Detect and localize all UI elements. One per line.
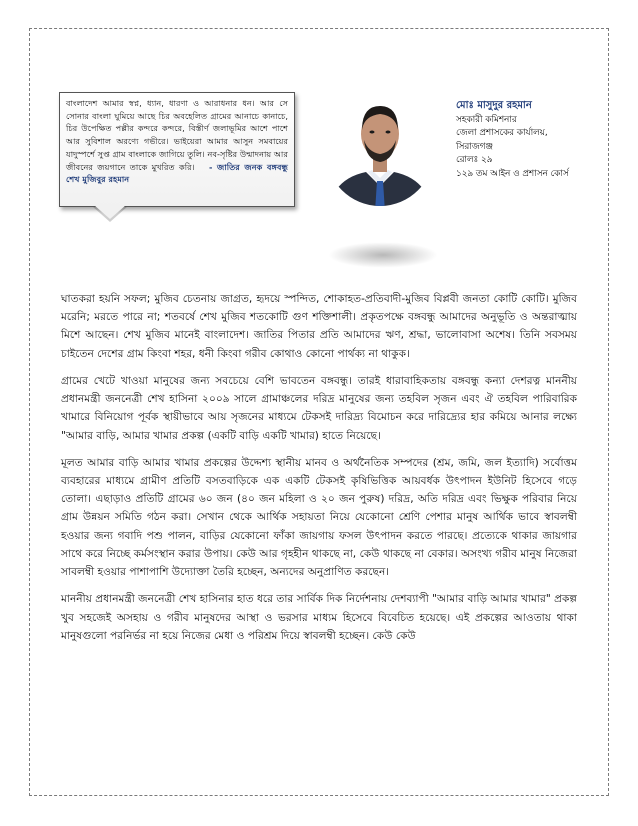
author-roll: রোলঃ ২৯ bbox=[456, 155, 493, 166]
author-bio bbox=[456, 98, 606, 182]
author-title: সহকারী কমিশনার bbox=[456, 114, 517, 125]
author-course: ১২৯ তম আইন ও প্রশাসন কোর্স bbox=[456, 169, 569, 179]
author-office: জেলা প্রশাসকের কার্যালয়, bbox=[456, 128, 548, 139]
quote-text: বাংলাদেশ আমার স্বপ্ন, ধ্যান, ধারণা ও আরাধনার ধন। আর সে সোনার বাংলা ঘুমিয়ে আছে চির অবহেলিত গ্রামের আনাচে কানাচে, চির উপেক্ষিত পল্লীর কন্দরে কন্দরে, বিস্তীর্ণ জলাভূমির আশে পাশে আর সুবিশাল অরণ্যে গভীরে। ভাইয়েরা আমার আসুন সমবায়ের যাদুস্পর্শে সুপ্ত গ্রাম বাংলাকে জাগিয়ে তুলি। নব-সৃষ্টির উন্মাদনায় আর জীবনের জয়গানে তাকে মুখরিত করি। bbox=[66, 98, 288, 172]
author-district: সিরাজগঞ্জ bbox=[456, 141, 493, 152]
quote-callout-tail-inner bbox=[94, 205, 126, 219]
quote-callout bbox=[59, 92, 295, 207]
author-name: মোঃ মাসুদুর রহমান bbox=[456, 100, 532, 111]
paragraph: মূলত আমার বাড়ি আমার খামার প্রকল্পের উদ্দেশ্য স্থানীয় মানব ও অর্থনৈতিক সম্পদের (শ্রম, জমি, জল ইত্যাদি) সর্বোত্তম ব্যবহারের মাধ্যমে গ্রামীণ প্রতিটি বসতবাড়িকে এক একটি টেকসই কৃষিভিত্তিক আয়বর্ধক উৎপাদন ইউনিট হিসেবে গড়ে তোলা। এছাড়াও প্রতিটি গ্রামের ৬০ জন (৪০ জন মহিলা ও ২০ জন পুরুষ) দরিদ্র, অতি দরিদ্র এবং ভিক্ষুক পরিবার নিয়ে গ্রাম উন্নয়ন সমিতি গঠন করা। সেখান থেকে আর্থিক সহায়তা নিয়ে যেকোনো শ্রেণি পেশার মানুষ আর্থিক ভাবে স্বাবলম্বী হওয়ার জন্য গবাদি পশু পালন, বাড়ির যেকোনো ফাঁকা জায়গায় ফসল উৎপাদন করতে পারছে। প্রত্যেকে থাকার জায়গার সাথে করে নিচ্ছে কর্মসংস্থান করার উপায়। কেউ আর গৃহহীন থাকছে না, কেউ থাকছে না বেকার। অসংখ্য গরীব মানুষ নিজেরা সাবলম্বী হওয়ার পাশাপাশি উদ্যোক্তা তৈরি হচ্ছেন, অন্যদের অনুপ্রাণিত করছেন। bbox=[61, 456, 577, 579]
photo-shadow bbox=[328, 242, 438, 268]
paragraph: ঘাতকরা হয়নি সফল; মুজিব চেতনায় জাগ্রত, হৃদয়ে স্পন্দিত, শোকাহত-প্রতিবাদী-মুজিব বিপ্লবী জনতা কোটি কোটি। মুজিব মরেনি; মরতে পারে না; শতবর্ষে শেখ মুজিব শতকোটি গুণ শক্তিশালী। প্রকৃতপক্ষে বঙ্গবন্ধু আমাদের অনুভূতি ও অন্তরাত্মায় মিশে আছেন। শেখ মুজিব মানেই বাংলাদেশ। জাতির পিতার প্রতি আমাদের ঋণ, শ্রদ্ধা, ভালোবাসা অশেষ। তিনি সবসময় চাইতেন দেশের গ্রাম কিংবা শহর, ধনী কিংবা গরীব কোথাও কোনো পার্থক্য না থাকুক। bbox=[61, 293, 577, 360]
author-photo bbox=[326, 82, 434, 222]
article-body bbox=[61, 290, 577, 654]
paragraph: গ্রামের খেটে খাওয়া মানুষের জন্য সবচেয়ে বেশি ভাবতেন বঙ্গবন্ধু। তারই ধারাবাহিকতায় বঙ্গবন্ধু কন্যা দেশরত্ন মাননীয় প্রধানমন্ত্রী জননেত্রী শেখ হাসিনা ২০০৯ সালে গ্রামাঞ্চলের দরিদ্র মানুষের জন্য তহবিল সৃজন এবং ঐ তহবিল পারিবারিক খামারে বিনিয়োগ পূর্বক স্থায়ীভাবে আয় সৃজনের মাধ্যমে টেকসই দারিদ্র্য বিমোচন করে দারিদ্র্যের হার কমিয়ে আনার লক্ষ্যে "আমার বাড়ি, আমার খামার প্রকল্প (একটি বাড়ি একটি খামার) হাতে নিয়েছে। bbox=[61, 374, 577, 442]
paragraph: মাননীয় প্রধানমন্ত্রী জননেত্রী শেখ হাসিনার হাত ধরে তার সার্বিক দিক নির্দেশনায় দেশব্যাপী "আমার বাড়ি আমার খামার" প্রকল্প খুব সহজেই অসহায় ও গরীব মানুষদের আস্থা ও ভরসার মাধ্যম হিসেবে বিবেচিত হয়েছে। এই প্রকল্পের আওতায় থাকা মানুষগুলো পরনির্ভর না হয়ে নিজের মেধা ও পরিশ্রম দিয়ে স্বাবলম্বী হচ্ছেন। কেউ কেউ bbox=[61, 593, 577, 642]
quote-attribution: - জাতির জনক বঙ্গবন্ধু শেখ মুজিবুর রহমান bbox=[66, 161, 289, 185]
